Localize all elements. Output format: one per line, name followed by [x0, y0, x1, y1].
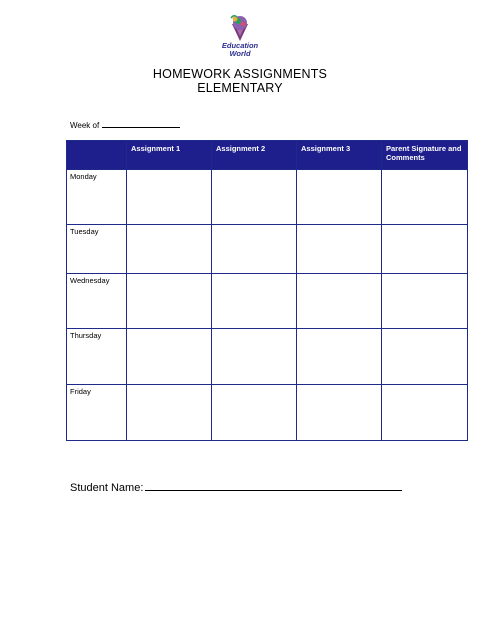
table-cell: [297, 329, 382, 385]
table-cell: [382, 170, 468, 225]
day-label-monday: Monday: [67, 170, 127, 225]
table-cell: [297, 274, 382, 329]
table-row: [67, 274, 468, 329]
table-cell: [212, 170, 297, 225]
table-cell: [127, 329, 212, 385]
table-cell: [382, 225, 468, 274]
page-subtitle: ELEMENTARY: [197, 81, 283, 95]
table-cell: [297, 225, 382, 274]
page-title: HOMEWORK ASSIGNMENTS: [152, 67, 328, 81]
header-parent-signature: Parent Signature and Comments: [382, 141, 468, 170]
table-cell: [212, 225, 297, 274]
table-cell: [382, 329, 468, 385]
logo-text-line2: World: [229, 49, 251, 58]
week-of-line: [102, 119, 180, 128]
day-label-thursday: Thursday: [67, 329, 127, 385]
table-cell: [382, 274, 468, 329]
header-assignment-1: Assignment 1: [127, 141, 212, 170]
header-corner-cell: [67, 141, 127, 170]
table-cell: [297, 385, 382, 441]
day-label-tuesday: Tuesday: [67, 225, 127, 274]
table-row: [67, 170, 468, 225]
table-cell: [297, 170, 382, 225]
table-cell: [127, 170, 212, 225]
homework-table: [66, 140, 468, 441]
day-label-wednesday: Wednesday: [67, 274, 127, 329]
student-name-line: [145, 479, 402, 491]
table-cell: [127, 274, 212, 329]
table-cell: [212, 274, 297, 329]
logo-text-line1: Education: [221, 41, 259, 50]
week-of-field: [70, 119, 180, 130]
table-row: [67, 329, 468, 385]
table-header-row: [67, 141, 468, 170]
header-assignment-2: Assignment 2: [212, 141, 297, 170]
table-cell: [212, 385, 297, 441]
student-name-field: [70, 479, 402, 494]
table-cell: [127, 225, 212, 274]
table-cell: [212, 329, 297, 385]
table-cell: [127, 385, 212, 441]
table-row: [67, 385, 468, 441]
globe-icon: [226, 14, 254, 42]
week-of-label: Week of: [70, 121, 100, 130]
education-world-logo: [212, 14, 268, 60]
table-cell: [382, 385, 468, 441]
day-label-friday: Friday: [67, 385, 127, 441]
header-assignment-3: Assignment 3: [297, 141, 382, 170]
student-name-label: Student Name:: [70, 482, 144, 494]
table-row: [67, 225, 468, 274]
